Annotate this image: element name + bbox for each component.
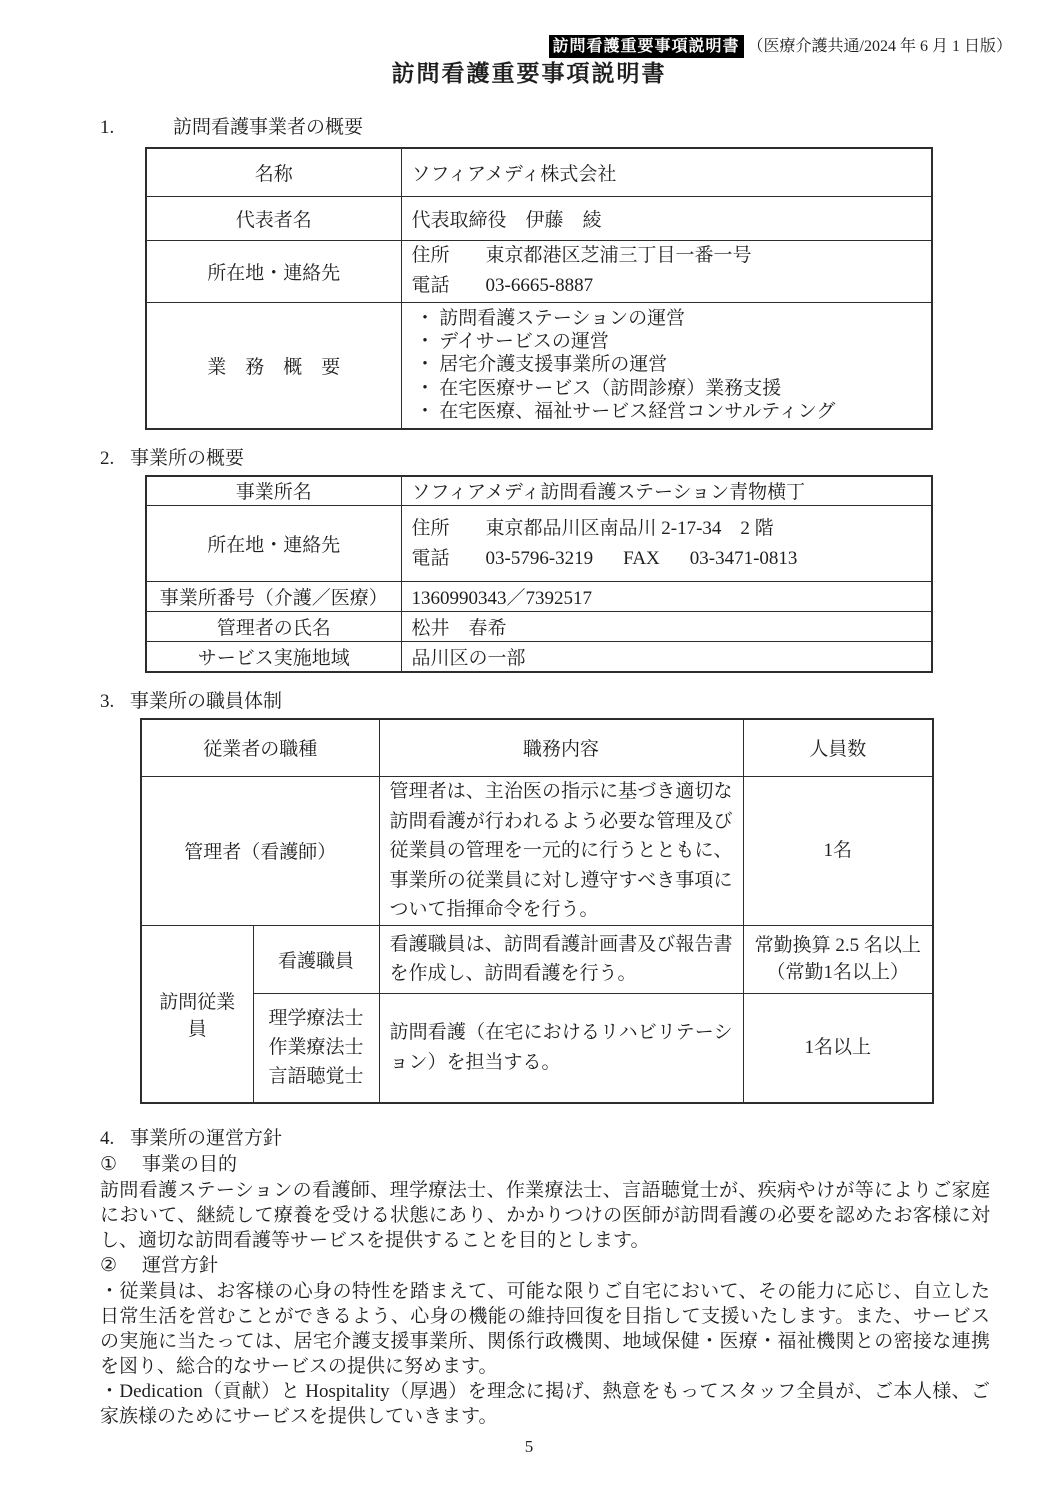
row-label: 所在地・連絡先 xyxy=(146,506,401,582)
section2-title: 事業所の概要 xyxy=(130,447,245,469)
section1-title: 訪問看護事業者の概要 xyxy=(173,117,364,138)
operating-policy-block xyxy=(100,1152,990,1429)
row-value: ソフィアメディ訪問看護ステーション青物横丁 xyxy=(401,476,932,506)
subsection1-title: 事業の目的 xyxy=(142,1154,238,1176)
staff-count: 常勤換算 2.5 名以上 （常勤1名以上） xyxy=(743,925,933,993)
row-value: 品川区の一部 xyxy=(401,642,932,672)
fax-key: FAX xyxy=(623,547,660,569)
table-row xyxy=(146,302,932,429)
table-row xyxy=(146,476,932,506)
row-label: 管理者の氏名 xyxy=(146,612,401,642)
staff-group: 訪問従業員 xyxy=(141,925,253,1103)
subsection1-heading xyxy=(100,1152,990,1178)
policy-paragraph-1: ・従業員は、お客様の心身の特性を踏まえて、可能な限りご自宅において、その能力に応じ、自立した日常生活を営むことができるよう、心身の機能の維持回復を目指して支援いたします。また、サービスの実施に当たっては、居宅介護支援事業所、関係行政機関、地域保健・医療・福祉機関との密接な連携を図り、総合的なサービスの提供に努めます。 xyxy=(100,1281,990,1378)
row-label: 事業所番号（介護／医療） xyxy=(146,582,401,612)
staff-count: 1名 xyxy=(743,777,933,926)
section2-heading xyxy=(100,446,1058,472)
subsection2-title: 運営方針 xyxy=(142,1255,219,1277)
phone-key: 電話 xyxy=(411,275,450,296)
phone-key: 電話 xyxy=(411,547,450,569)
staff-duty: 訪問看護（在宅におけるリハビリテーション）を担当する。 xyxy=(379,993,743,1103)
address-key: 住所 xyxy=(411,245,450,266)
table-row xyxy=(146,506,932,582)
section1-heading xyxy=(100,115,1058,141)
section4-heading xyxy=(100,1126,1058,1152)
column-header: 従業者の職種 xyxy=(141,719,379,777)
table-row xyxy=(141,777,933,926)
business-item: ・ 訪問看護ステーションの運営 xyxy=(415,307,686,329)
purpose-paragraph: 訪問看護ステーションの看護師、理学療法士、作業療法士、言語聴覚士が、疾病やけが等によりご家庭において、継続して療養を受ける状態にあり、かかりつけの医師が訪問看護の必要を認めたお客様に対し、適切な訪問看護等サービスを提供することを目的とします。 xyxy=(100,1180,990,1252)
address-value: 東京都品川区南品川 2-17-34 2 階 xyxy=(485,517,774,539)
row-label: 業 務 概 要 xyxy=(146,302,401,429)
business-item: ・ 在宅医療、福祉サービス経営コンサルティング xyxy=(415,401,836,423)
fax-value: 03-3471-0813 xyxy=(689,547,798,569)
document-header xyxy=(0,0,1058,58)
staff-duty: 看護職員は、訪問看護計画書及び報告書を作成し、訪問看護を行う。 xyxy=(379,925,743,993)
address-key: 住所 xyxy=(411,517,450,539)
phone-value: 03-6665-8887 xyxy=(485,275,594,296)
table-header-row xyxy=(141,719,933,777)
staff-role: 管理者（看護師） xyxy=(141,777,379,926)
table-row xyxy=(141,993,933,1103)
staff-count: 1名以上 xyxy=(743,993,933,1103)
business-item: ・ 居宅介護支援事業所の運営 xyxy=(415,354,668,376)
document-stamp: 訪問看護重要事項説明書 xyxy=(549,35,744,58)
row-value: 松井 春希 xyxy=(401,612,932,642)
edition-label: （医療介護共通/2024 年 6 月 1 日版） xyxy=(747,38,1012,55)
column-header: 職務内容 xyxy=(379,719,743,777)
row-label: 代表者名 xyxy=(146,196,401,240)
document-title: 訪問看護重要事項説明書 xyxy=(391,61,667,86)
table-row xyxy=(146,196,932,240)
row-value xyxy=(401,240,932,302)
section3-title: 事業所の職員体制 xyxy=(130,690,283,712)
row-value xyxy=(401,302,932,429)
table-row xyxy=(146,642,932,672)
section4-number: 4. xyxy=(100,1128,115,1150)
table-row xyxy=(146,240,932,302)
page-number: 5 xyxy=(524,1437,534,1456)
section3-heading xyxy=(100,689,1058,715)
table-row xyxy=(141,925,933,993)
row-value: 1360990343／7392517 xyxy=(401,582,932,612)
circled-number-2: ② xyxy=(100,1255,118,1277)
policy-paragraph-2: ・Dedication（貢献）と Hospitality（厚遇）を理念に掲げ、熱意をもってスタッフ全員が、ご本人様、ご家族様のためにサービスを提供していきます。 xyxy=(100,1381,990,1428)
table-row xyxy=(146,148,932,196)
row-label: 所在地・連絡先 xyxy=(146,240,401,302)
business-item: ・ 在宅医療サービス（訪問診療）業務支援 xyxy=(415,377,782,399)
provider-overview-table xyxy=(145,147,933,430)
subsection2-heading xyxy=(100,1253,990,1279)
section2-number: 2. xyxy=(100,447,115,469)
row-label: 事業所名 xyxy=(146,476,401,506)
section1-number: 1. xyxy=(100,117,115,138)
circled-number-1: ① xyxy=(100,1154,118,1176)
business-list xyxy=(412,307,922,424)
row-value: 代表取締役 伊藤 綾 xyxy=(401,196,932,240)
row-label: サービス実施地域 xyxy=(146,642,401,672)
row-value: ソフィアメディ株式会社 xyxy=(401,148,932,196)
staffing-table xyxy=(140,718,934,1105)
staff-role: 看護職員 xyxy=(253,925,379,993)
column-header: 人員数 xyxy=(743,719,933,777)
row-value xyxy=(401,506,932,582)
section4-title: 事業所の運営方針 xyxy=(130,1128,283,1150)
business-item: ・ デイサービスの運営 xyxy=(415,330,609,352)
staff-role: 理学療法士 作業療法士 言語聴覚士 xyxy=(253,993,379,1103)
phone-value: 03-5796-3219 xyxy=(485,547,594,569)
staff-duty: 管理者は、主治医の指示に基づき適切な訪問看護が行われるよう必要な管理及び従業員の管理を一元的に行うとともに、事業所の従業員に対し遵守すべき事項について指揮命令を行う。 xyxy=(379,777,743,926)
table-row xyxy=(146,612,932,642)
section3-number: 3. xyxy=(100,690,115,712)
row-label: 名称 xyxy=(146,148,401,196)
office-overview-table xyxy=(145,475,933,673)
table-row xyxy=(146,582,932,612)
address-value: 東京都港区芝浦三丁目一番一号 xyxy=(485,245,752,266)
